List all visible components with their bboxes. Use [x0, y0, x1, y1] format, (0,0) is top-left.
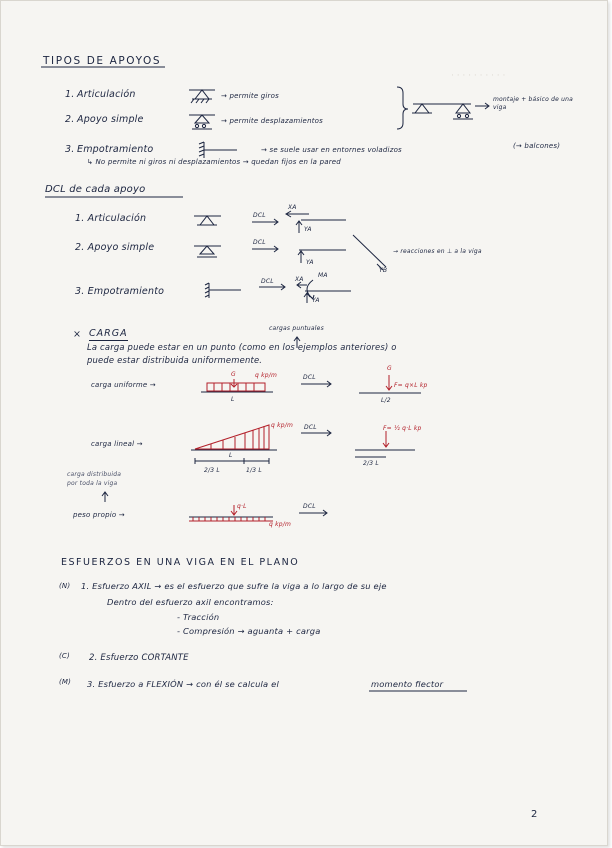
- item-3-desc: → se suele usar en entornes voladizos: [261, 146, 402, 154]
- reaction-ya-3: YA: [312, 297, 320, 304]
- page-number: 2: [531, 809, 538, 820]
- section-title-dcl: DCL de cada apoyo: [45, 184, 146, 195]
- reaction-note: → reacciones en ⊥ a la viga: [393, 248, 482, 255]
- flexion-momento-flector: momento flector: [371, 679, 444, 689]
- item-1-label: Articulación: [77, 89, 136, 100]
- item-2-number: 2.: [65, 114, 75, 125]
- item-1-desc: → permite giros: [221, 92, 279, 100]
- axil-compresion: - Compresión → aguanta + carga: [177, 626, 321, 636]
- uniform-half-length: L/2: [381, 397, 391, 404]
- grouping-bracket: [397, 87, 408, 129]
- linear-load-split-a: 2/3 L: [204, 467, 220, 474]
- section-title-esfuerzos: ESFUERZOS EN UNA VIGA EN EL PLANO: [61, 557, 300, 568]
- reaction-ma: MA: [318, 272, 328, 279]
- uniform-equivalent-g: G: [387, 365, 392, 372]
- dcl-arrow-2: [252, 246, 278, 252]
- linear-equivalent-force: [355, 431, 415, 457]
- carga-title: CARGA: [89, 328, 128, 339]
- uniform-equivalent-force: [386, 375, 392, 390]
- inclined-beam-reaction: [353, 235, 386, 270]
- bleed-through-text: · · · · · · · · · ·: [451, 71, 506, 81]
- reaction-ya-1: YA: [304, 226, 312, 233]
- articulation-symbol: [189, 90, 215, 103]
- dcl-fixed-symbol: [205, 283, 241, 298]
- flexion-tag: (M): [59, 678, 72, 686]
- cortante-text: 2. Esfuerzo CORTANTE: [89, 653, 189, 663]
- axil-traccion: - Tracción: [177, 612, 220, 622]
- note-arrow-up-2: [102, 492, 108, 502]
- reaction-xa-3: XA: [295, 276, 304, 283]
- bracket-note: montaje + básico de una viga: [493, 96, 573, 111]
- axil-tag: (N): [59, 582, 71, 590]
- dcl-arrow-selfweight: [299, 510, 327, 516]
- uniform-dcl-label: DCL: [303, 374, 316, 381]
- item-2-desc: → permite desplazamientos: [221, 117, 323, 125]
- carga-text-1: La carga puede estar en un punto (como en los ejemplos anteriores) o: [87, 342, 397, 352]
- self-weight-dcl-label: DCL: [303, 503, 316, 510]
- uniform-load-length: L: [231, 396, 235, 403]
- linear-load-length: L: [229, 452, 233, 459]
- cargas-puntuales-note: cargas puntuales: [269, 325, 324, 332]
- dcl-arrow-label-2: DCL: [253, 239, 266, 246]
- linear-dcl-label: DCL: [304, 424, 317, 431]
- reaction-ya-2: YA: [306, 259, 314, 266]
- flexion-text: 3. Esfuerzo a FLEXIÓN → con él se calcula el: [87, 679, 279, 689]
- linear-equivalent-force-label: F= ½ q·L kp: [383, 425, 422, 432]
- beam-two-supports-sketch: [412, 103, 489, 119]
- linear-load-label: carga lineal →: [91, 440, 143, 448]
- item-1-number: 1.: [65, 89, 75, 100]
- linear-load-q: q kp/m: [271, 422, 294, 429]
- item-3-number: 3.: [65, 144, 75, 155]
- item-2-label: Apoyo simple: [77, 114, 144, 125]
- dcl-arrow-1: [252, 219, 278, 225]
- dcl-arrow-label-3: DCL: [261, 278, 274, 285]
- reaction-xa-1: XA: [288, 204, 297, 211]
- dcl-item-2-label: 2. Apoyo simple: [75, 242, 155, 253]
- item-3-desc-2: ↳ No permite ni giros ni desplazamientos → quedan fijos en la pared: [87, 158, 341, 166]
- item-3-extra: (→ balcones): [513, 142, 561, 150]
- linear-load-triangle: [191, 425, 277, 464]
- dcl-simple-support-symbol: [194, 246, 221, 257]
- uniform-load-block: [207, 379, 265, 391]
- dcl-articulation-symbol: [194, 216, 221, 225]
- dcl-item-1-label: 1. Articulación: [75, 213, 147, 224]
- distribuida-note-1: carga distribuida: [67, 471, 122, 478]
- fixed-support-symbol: [199, 142, 237, 158]
- self-weight-total: q·L: [237, 503, 247, 510]
- carga-bullet: ×: [73, 329, 82, 340]
- item-3-label: Empotramiento: [77, 144, 154, 155]
- cortante-tag: (C): [59, 652, 70, 660]
- distribuida-note-2: por toda la viga: [67, 480, 118, 487]
- uniform-load-g: G: [231, 371, 236, 378]
- self-weight-q: q kp/m: [269, 521, 292, 528]
- carga-text-2: puede estar distribuida uniformemente.: [87, 355, 263, 365]
- sketch-layer: [1, 1, 607, 845]
- uniform-load-label: carga uniforme →: [91, 381, 156, 389]
- uniform-equivalent-force-label: F= q×L kp: [394, 382, 428, 389]
- self-weight-beam: [189, 505, 273, 521]
- simple-support-symbol: [189, 115, 215, 129]
- reaction-yb: YB: [379, 267, 388, 274]
- dcl-articulation-reactions: [286, 211, 346, 233]
- linear-load-split-b: 1/3 L: [246, 467, 262, 474]
- self-weight-label: peso propio →: [73, 511, 125, 519]
- dcl-arrow-label-1: DCL: [253, 212, 266, 219]
- axil-text: 1. Esfuerzo AXIL → es el esfuerzo que sufre la viga a lo largo de su eje: [81, 581, 387, 591]
- linear-two-thirds-length: 2/3 L: [363, 460, 379, 467]
- dcl-arrow-uniform: [301, 381, 331, 387]
- section-title-tipos: TIPOS DE APOYOS: [43, 55, 162, 67]
- dcl-fixed-reactions: [297, 280, 351, 303]
- dcl-item-3-label: 3. Empotramiento: [75, 286, 165, 297]
- axil-text-2: Dentro del esfuerzo axil encontramos:: [107, 597, 274, 607]
- uniform-load-q: q kp/m: [255, 372, 278, 379]
